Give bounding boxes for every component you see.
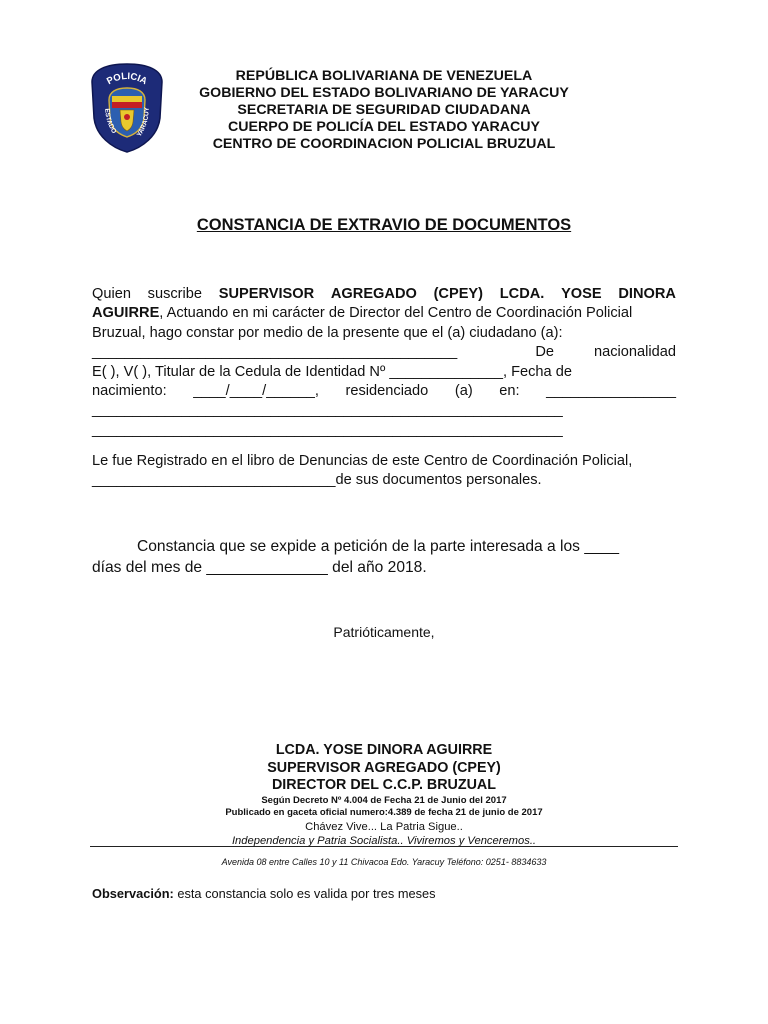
signer-rank: SUPERVISOR AGREGADO (CPEY) (267, 759, 501, 776)
observation-text: esta constancia solo es valida por tres meses (173, 886, 436, 901)
shield-band-yellow (112, 96, 142, 102)
observation-label: Observación: (92, 886, 174, 901)
letterhead (168, 68, 600, 153)
text-acting-as-director: , Actuando en mi carácter de Director del Centro de Coordinación Policial (159, 305, 633, 322)
footer-address: Avenida 08 entre Calles 10 y 11 Chivacoa Edo. Yaracuy Teléfono: 0251- 8834633 (221, 857, 547, 867)
text-agregado: AGREGADO (330, 286, 417, 302)
logo-right-text: YARACUY (135, 107, 151, 139)
header-line-government: GOBIERNO DEL ESTADO BOLIVARIANO DE YARACUY (199, 85, 569, 101)
residence-blank-line-2: __________________________________________________________ (92, 402, 563, 419)
text-quien: Quien (92, 286, 131, 302)
text-yose: YOSE (561, 286, 602, 302)
logo-top-text: POLICIA (105, 70, 149, 88)
text-de: De (535, 344, 555, 361)
para1-line-5: E( ), V( ), Titular de la Cedula de Identidad Nº ______________, Fecha de (92, 363, 572, 380)
para1-line-1 (92, 285, 676, 304)
document-title: CONSTANCIA DE EXTRAVIO DE DOCUMENTOS (196, 216, 572, 234)
para1-line-3: Bruzual, hago constar por medio de la presente que el (a) ciudadano (a): (92, 324, 563, 341)
closing-greeting: Patrióticamente, (333, 624, 435, 640)
text-dinora: DINORA (618, 286, 676, 302)
para3-line-2: días del mes de ______________ del año 2018. (92, 559, 427, 576)
signer-post: DIRECTOR DEL C.C.P. BRUZUAL (271, 777, 496, 793)
para1-line-4 (92, 343, 676, 362)
text-nacionalidad: nacionalidad (594, 344, 676, 361)
text-nacimiento: nacimiento: (92, 383, 167, 400)
registration-paragraph (92, 452, 676, 491)
citizen-name-blank: _____________________________________________ (92, 344, 458, 361)
shield-star (124, 114, 130, 120)
gazette-reference: Publicado en gaceta oficial numero:4.389 de fecha 21 de junio de 2017 (225, 807, 543, 818)
para2-line-1: Le fue Registrado en el libro de Denuncias de este Centro de Coordinación Policial, (92, 453, 633, 469)
text-lcda: LCDA. (499, 286, 545, 302)
decree-reference: Según Decreto Nº 4.004 de Fecha 21 de Junio del 2017 (261, 794, 507, 806)
footer-divider (90, 846, 678, 847)
text-supervisor: SUPERVISOR (218, 286, 315, 302)
text-a: (a) (454, 383, 473, 400)
para3-line-1: Constancia que se expide a petición de la parte interesada a los ____ (137, 538, 620, 555)
header-line-country: REPÚBLICA BOLIVARIANA DE VENEZUELA (235, 68, 533, 84)
police-shield-logo (90, 62, 164, 154)
header-line-center: CENTRO DE COORDINACION POLICIAL BRUZUAL (212, 136, 556, 152)
signer-name: LCDA. YOSE DINORA AGUIRRE (275, 742, 493, 758)
text-cpey: (CPEY) (433, 286, 484, 302)
text-residenciado: residenciado (345, 383, 429, 400)
signature-block (160, 742, 608, 848)
declaration-paragraph (92, 285, 676, 440)
text-aguirre: AGUIRRE (92, 305, 160, 322)
shield-emblem (90, 62, 164, 154)
para1-line-2 (92, 304, 676, 323)
motto-line-1: Chávez Vive... La Patria Sigue.. (305, 820, 463, 833)
residence-blank: ________________ (546, 383, 676, 400)
motto-line-2: Independencia y Patria Socialista.. Viviremos y Venceremos.. (231, 834, 537, 847)
text-suscribe: suscribe (147, 286, 203, 302)
issuance-paragraph (92, 536, 676, 578)
residence-blank-line-3: __________________________________________________________ (92, 421, 563, 438)
observation-note (92, 886, 676, 901)
header-line-secretariat: SECRETARIA DE SEGURIDAD CIUDADANA (237, 102, 531, 118)
para1-line-6 (92, 382, 676, 401)
birth-date-blank: ____/____/______, (193, 383, 319, 400)
header-line-police-body: CUERPO DE POLICÍA DEL ESTADO YARACUY (228, 119, 540, 135)
shield-band-red (112, 102, 142, 108)
para2-line-2: ______________________________de sus documentos personales. (92, 472, 542, 489)
text-en: en: (499, 383, 520, 400)
logo-left-text: ESTADO (103, 108, 118, 135)
